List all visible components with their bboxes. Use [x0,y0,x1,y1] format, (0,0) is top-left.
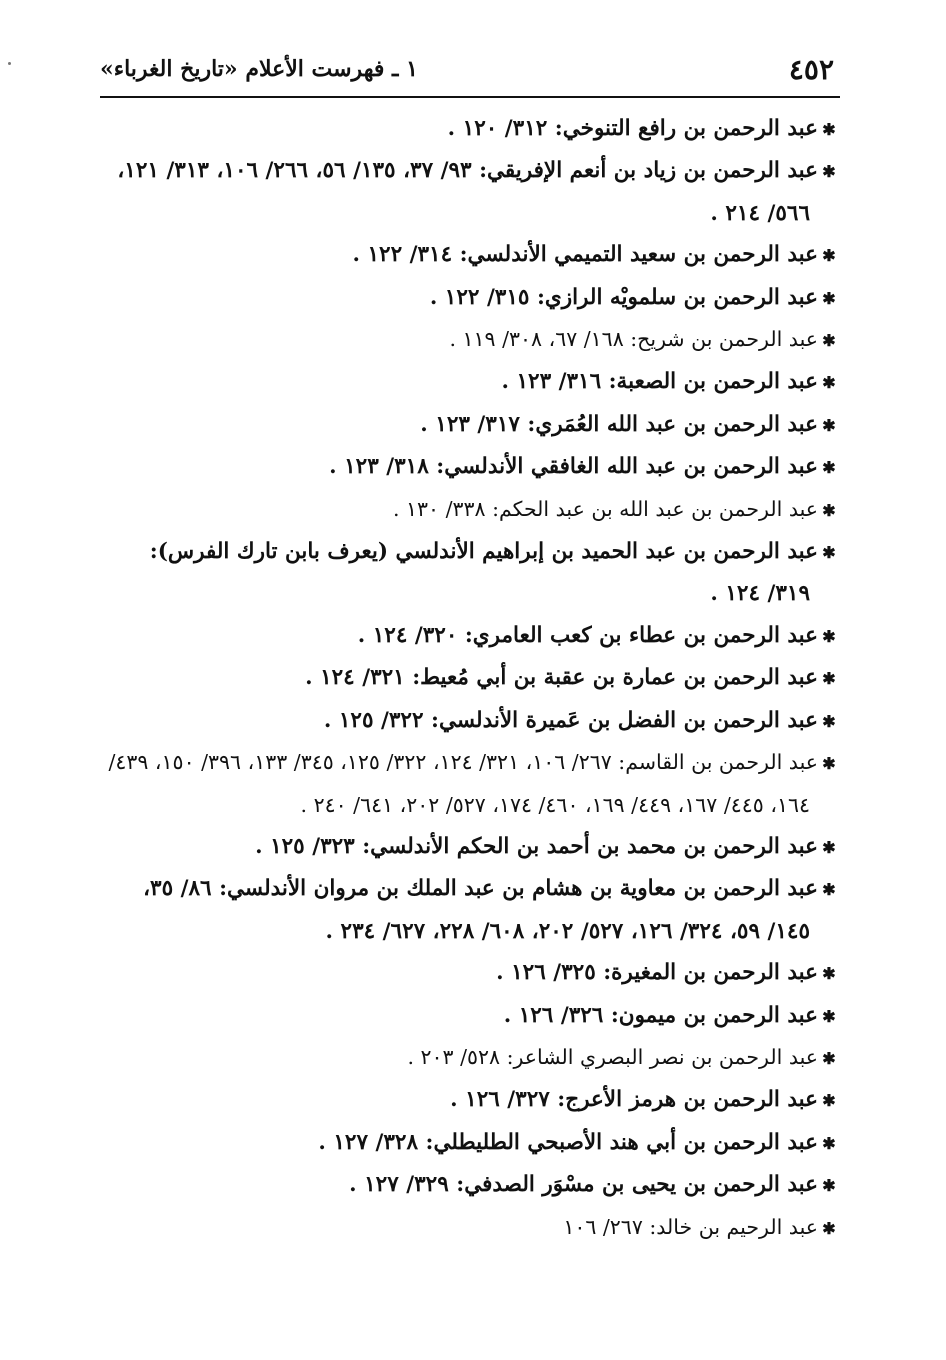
entry-text: عبد الرحمن بن سلمويْه الرازي: ٣١٥/ ١٢٢ . [429,284,818,310]
scan-speck [8,62,11,65]
entry-text: عبد الرحمن بن نصر البصري الشاعر: ٥٢٨/ ٢٠٣ . [407,1044,818,1069]
asterisk-bullet-icon: ✱ [822,458,836,478]
asterisk-bullet-icon: ✱ [822,626,836,646]
page-number: ٤٥٢ [788,53,834,86]
entry-text: عبد الرحمن بن عبد الله الغافقي الأندلسي: ٣١٨/ ١٢٣ . [329,454,818,480]
index-entry [100,1122,840,1164]
index-entry [100,952,840,994]
asterisk-bullet-icon: ✱ [822,754,836,774]
asterisk-bullet-icon: ✱ [822,669,836,689]
index-entry [100,1037,840,1079]
index-entries [100,108,840,1249]
asterisk-bullet-icon: ✱ [822,1006,836,1026]
index-entry [100,446,840,488]
entry-text: عبد الرحمن بن عبد الحميد بن إبراهيم الأندلسي (يعرف بابن تارك الفرس): ٣١٩/ ١٢٤ . [149,539,818,607]
entry-text: عبد الرحمن بن عبد الله بن عبد الحكم: ٣٣٨/ ١٣٠ . [392,496,818,521]
index-entry [100,404,840,446]
entry-text: عبد الرحمن بن الصعبة: ٣١٦/ ١٢٣ . [501,369,818,395]
index-entry [100,489,840,531]
entry-text: عبد الرحمن بن عطاء بن كعب العامري: ٣٢٠/ ١٢٤ . [357,622,818,648]
asterisk-bullet-icon: ✱ [822,543,836,563]
index-entry [100,277,840,319]
entry-text: عبد الرحمن بن ميمون: ٣٢٦/ ١٢٦ . [503,1002,818,1028]
index-entry [100,1207,840,1249]
index-entry [100,995,840,1037]
entry-text: عبد الرحمن بن القاسم: ٢٦٧/ ١٠٦، ٣٢١/ ١٢٤، ٣٢٢/ ١٢٥، ٣٤٥/ ١٣٣، ٣٩٦/ ١٥٠، ٤٣٩/ ١٦٤، ٤٤٥/ ١٦٧، ٤٤٩/ ١٦٩، ٤٦٠/ ١٧٤، ٥٢٧/ ٢٠٢، ٦٤١/ ٢٤٠ . [108,750,818,817]
asterisk-bullet-icon: ✱ [822,373,836,393]
entry-text: عبد الرحمن بن سعيد التميمي الأندلسي: ٣١٤/ ١٢٢ . [352,242,818,268]
asterisk-bullet-icon: ✱ [822,1133,836,1153]
asterisk-bullet-icon: ✱ [822,246,836,266]
index-entry [100,615,840,657]
running-title: ١ ـ فهرست الأعلام «تاريخ الغرباء» [100,56,418,82]
index-entry [100,868,840,952]
index-entry [100,1164,840,1206]
index-entry [100,742,840,826]
index-entry [100,150,840,234]
entry-text: عبد الرحمن بن عمارة بن عقبة بن أبي مُعيط: ٣٢١/ ١٢٤ . [305,665,818,691]
index-entry [100,108,840,150]
entry-text: عبد الرحمن بن معاوية بن هشام بن عبد الملك بن مروان الأندلسي: ٨٦/ ٣٥، ١٤٥/ ٥٩، ٣٢٤/ ١٢٦، ٥٢٧/ ٢٠٢، ٦٠٨/ ٢٢٨، ٦٢٧/ ٢٣٤ . [143,876,818,944]
asterisk-bullet-icon: ✱ [822,500,836,520]
entry-text: عبد الرحمن بن عبد الله العُمَري: ٣١٧/ ١٢٣ . [420,411,818,437]
index-entry [100,531,840,615]
index-entry [100,319,840,361]
asterisk-bullet-icon: ✱ [822,331,836,351]
entry-text: عبد الرحمن بن رافع التنوخي: ٣١٢/ ١٢٠ . [447,116,818,141]
asterisk-bullet-icon: ✱ [822,1091,836,1111]
asterisk-bullet-icon: ✱ [822,837,836,857]
asterisk-bullet-icon: ✱ [822,880,836,900]
entry-text: عبد الرحمن بن يحيى بن مسْوَر الصدفي: ٣٢٩/ ١٢٧ . [349,1172,818,1198]
entry-text: عبد الرحمن بن هرمز الأعرج: ٣٢٧/ ١٢٦ . [450,1087,818,1113]
asterisk-bullet-icon: ✱ [822,162,836,182]
asterisk-bullet-icon: ✱ [822,1176,836,1196]
asterisk-bullet-icon: ✱ [822,415,836,435]
asterisk-bullet-icon: ✱ [822,120,836,139]
entry-text: عبد الرحمن بن زياد بن أنعم الإفريقي: ٩٣/ ٣٧، ١٣٥/ ٥٦، ٢٦٦/ ١٠٦، ٣١٣/ ١٢١، ٥٦٦/ ٢١٤ . [117,158,818,226]
entry-text: عبد الرحيم بن خالد: ٢٦٧/ ١٠٦ [563,1214,818,1239]
asterisk-bullet-icon: ✱ [822,1048,836,1068]
entry-text: عبد الرحمن بن محمد بن أحمد بن الحكم الأندلسي: ٣٢٣/ ١٢٥ . [255,833,818,859]
asterisk-bullet-icon: ✱ [822,288,836,308]
page-header [100,50,840,98]
index-entry [100,826,840,868]
entry-text: عبد الرحمن بن المغيرة: ٣٢٥/ ١٢٦ . [496,960,818,986]
entry-text: عبد الرحمن بن الفضل بن عَميرة الأندلسي: ٣٢٢/ ١٢٥ . [323,707,818,733]
index-entry [100,234,840,276]
index-entry [100,1079,840,1121]
entry-text: عبد الرحمن بن شريح: ١٦٨/ ٦٧، ٣٠٨/ ١١٩ . [449,327,818,352]
index-entry [100,700,840,742]
index-entry [100,361,840,403]
asterisk-bullet-icon: ✱ [822,964,836,984]
asterisk-bullet-icon: ✱ [822,711,836,731]
asterisk-bullet-icon: ✱ [822,1218,836,1238]
entry-text: عبد الرحمن بن أبي هند الأصبحي الطليطلي: ٣٢٨/ ١٢٧ . [318,1129,818,1155]
index-entry [100,657,840,699]
